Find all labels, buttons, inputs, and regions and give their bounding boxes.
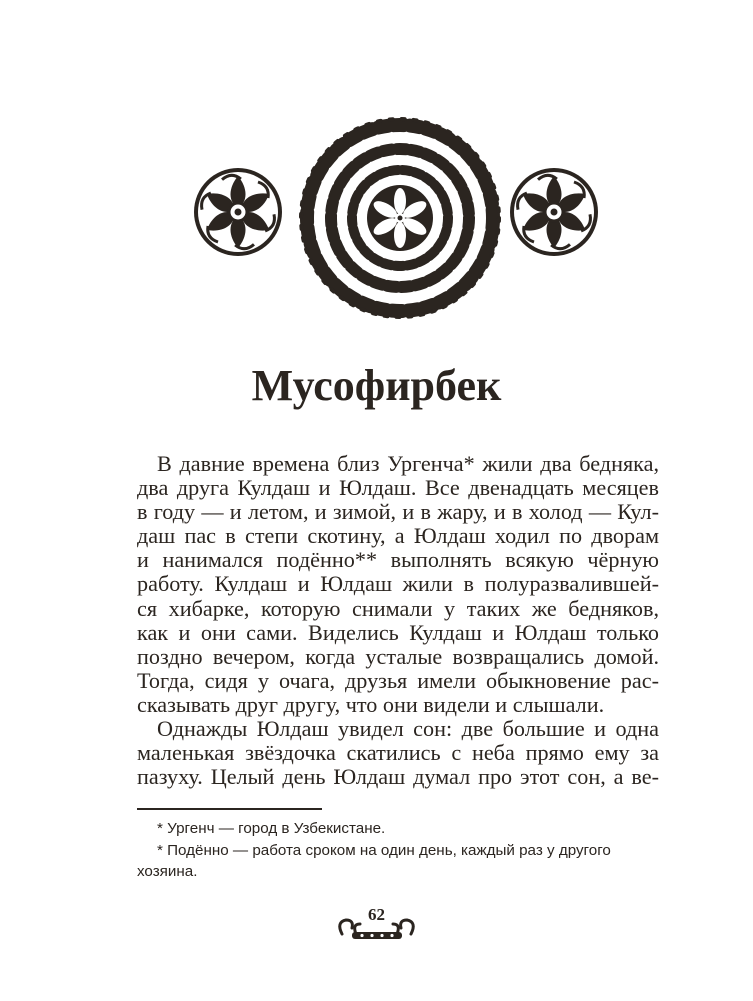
footnote: * Подённо — работа сроком на один день, каждый раз у другого — [157, 841, 611, 859]
text-line: работу. Кулдаш и Юлдаш жили в полуразвалившей- — [137, 571, 659, 597]
page-number: 62 — [368, 905, 385, 924]
left-rosette-ornament — [194, 168, 282, 256]
text-line: ся хибарке, которую снимали у таких же бедняков, — [137, 595, 659, 621]
header-ornament — [0, 0, 753, 340]
text-line: как и они сами. Виделись Кулдаш и Юлдаш только — [137, 619, 659, 645]
text-line: даш пас в степи скотину, а Юлдаш ходил по дворам — [137, 523, 659, 549]
text-line: В давние времена близ Ургенча* жили два бедняка, — [157, 451, 659, 476]
footnote: * Ургенч — город в Узбекистане. — [157, 820, 386, 837]
story-text — [137, 452, 659, 789]
text-line: два друга Кулдаш и Юлдаш. Все двенадцать месяцев — [137, 475, 659, 501]
text-line: Тогда, сидя у очага, друзья имели обыкновение рас- — [137, 667, 659, 693]
story-title: Мусофирбек — [251, 361, 502, 410]
text-line: сказывать друг другу, что они видели и слышали. — [137, 691, 605, 717]
footnotes — [137, 818, 659, 883]
text-line: в году — и летом, и зимой, и в жару, и в холод — Кул- — [137, 499, 659, 525]
central-medallion-ornament — [301, 119, 499, 317]
text-line: маленькая звёздочка скатились с неба прямо ему за — [137, 740, 659, 766]
right-rosette-ornament — [510, 168, 598, 256]
footnote-divider — [137, 808, 322, 810]
text-line: Однажды Юлдаш увидел сон: две большие и одна — [157, 716, 659, 742]
text-line: и нанимался подённо** выполнять всякую чёрную — [137, 547, 659, 573]
text-line: пазуху. Целый день Юлдаш думал про этот сон, а ве- — [137, 764, 659, 790]
footnote: хозяина. — [137, 863, 198, 880]
text-line: поздно вечером, когда усталые возвращались домой. — [137, 643, 659, 669]
